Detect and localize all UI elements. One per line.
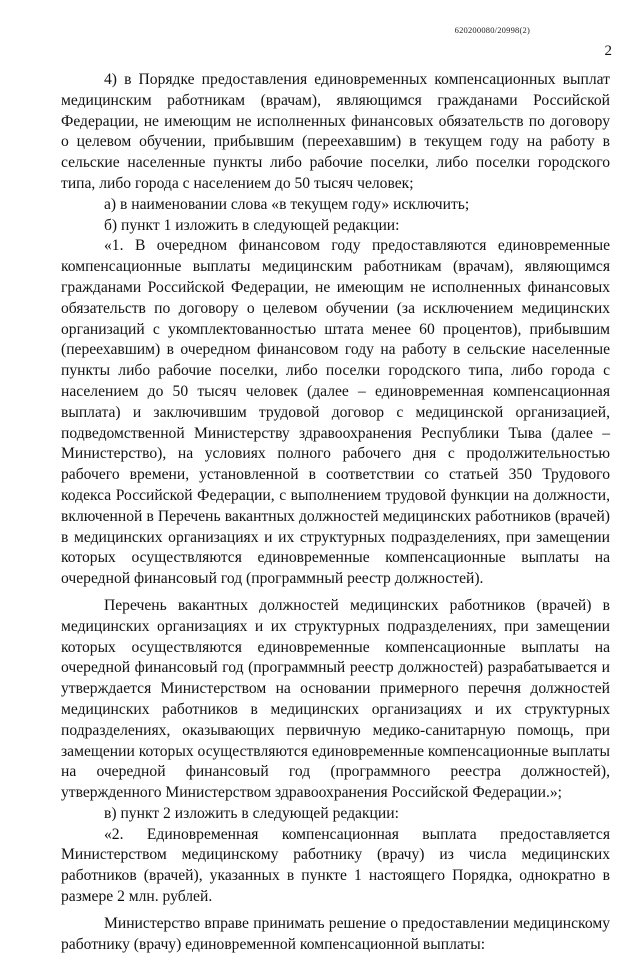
- page-number: 2: [604, 43, 612, 59]
- paragraph-clause-1: «1. В очередном финансовом году предоставляются единовременные компенсационные выплаты медицинским работникам (врачам), являющимся гражданами Российской Федерации, не имеющим не исполненных финансовых обязательств по договору о целевом обучении (за исключением медицинских организаций с укомплектованностью штата менее 60 процентов), прибывшим (переехавшим) в очередном финансовом году на работу в сельские населенные пункты либо рабочие поселки, либо поселки городского типа, либо города с населением до 50 тысяч человек (далее – единовременная компенсационная выплата) и заключившим трудовой договор с медицинской организацией, подведомственной Министерству здравоохранения Республики Тыва (далее – Министерство), на условиях полного рабочего дня с продолжительностью рабочего времени, установленной в соответствии со статьей 350 Трудового кодекса Российской Федерации, с выполнением трудовой функции на должности, включенной в Перечень вакантных должностей медицинских работников (врачей) в медицинских организациях и их структурных подразделениях, при замещении которых осуществляются единовременные компенсационные выплаты на очередной финансовый год (программный реестр должностей).: [61, 237, 610, 588]
- paragraph-subitem-a: а) в наименовании слова «в текущем году» исключить;: [104, 195, 470, 213]
- paragraph-subitem-v: в) пункт 2 изложить в следующей редакции:: [104, 804, 399, 822]
- document-registration-number: 620200080/20998(2): [454, 25, 530, 35]
- paragraph-subitem-b: б) пункт 1 изложить в следующей редакции:: [104, 216, 400, 234]
- paragraph-vacancy-list: Перечень вакантных должностей медицинских работников (врачей) в медицинских организациях и их структурных подразделениях, при замещении которых осуществляются единовременные компенсационные выплаты на очередной финансовый год (программный реестр должностей) разрабатывается и утверждается Министерством на основании примерного перечня должностей медицинских работников в медицинских организациях и их структурных подразделениях, оказывающих первичную медико-санитарную помощь, при замещении которых осуществляются единовременные компенсационные выплаты на очередной финансовый год (программного реестра должностей), утвержденного Министерством здравоохранения Российской Федерации.»;: [61, 596, 610, 802]
- paragraph-clause-2: «2. Единовременная компенсационная выплата предоставляется Министерством медицинскому работнику (врачу) из числа медицинских работников (врачей), указанных в пункте 1 настоящего Порядка, однократно в размере 2 млн. рублей.: [61, 825, 610, 906]
- document-body: [61, 70, 610, 955]
- paragraph-amendment-4: 4) в Порядке предоставления единовременных компенсационных выплат медицинским работникам (врачам), являющимся гражданами Российской Федерации, не имеющим не исполненных финансовых обязательств по договору о целевом обучении, прибывшим (переехавшим) в текущем году на работу в сельские населенные пункты либо рабочие поселки, либо поселки городского типа, либо города с населением до 50 тысяч человек;: [61, 71, 610, 192]
- paragraph-ministry-right: Министерство вправе принимать решение о предоставлении медицинскому работнику (врачу) единовременной компенсационной выплаты:: [61, 914, 610, 953]
